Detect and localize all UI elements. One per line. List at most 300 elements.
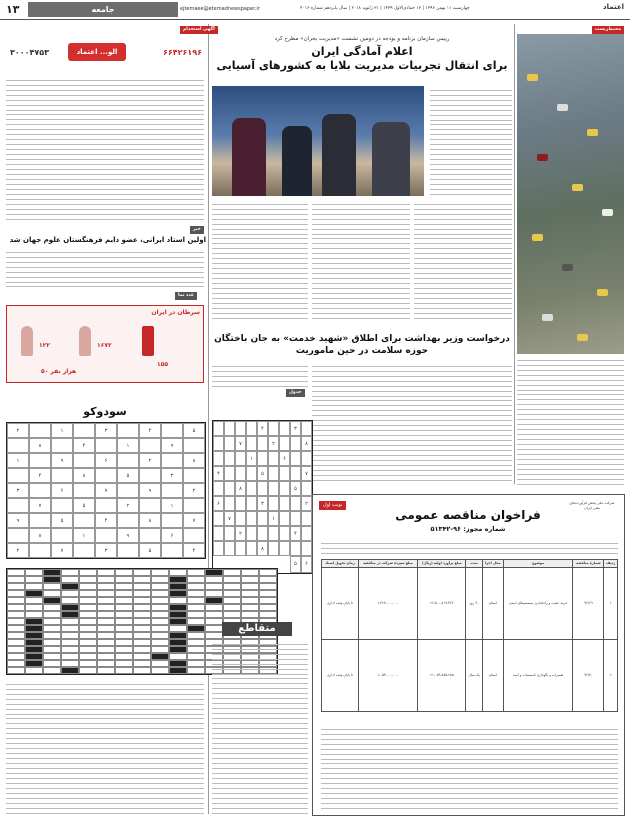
- sudoku-cell: [224, 541, 235, 556]
- table-header-cell: محل اجرا: [482, 560, 503, 568]
- crossword-cell: [7, 646, 25, 653]
- crossword-cell: [241, 583, 259, 590]
- sudoku-cell: ۲: [301, 496, 312, 511]
- sudoku-cell: ۴: [183, 543, 205, 558]
- crossword-cell: [205, 632, 223, 639]
- person-figure: [232, 118, 266, 196]
- sudoku-cell: ۸: [183, 453, 205, 468]
- crossword-cell: [241, 604, 259, 611]
- crossword-cell: [7, 618, 25, 625]
- crossword-cell: [25, 611, 43, 618]
- sudoku-cell: [7, 438, 29, 453]
- table-cell: ۹۶/۷۰: [573, 639, 604, 711]
- sudoku-cell: ۲: [235, 526, 246, 541]
- sudoku-cell: [139, 468, 161, 483]
- crossword-cell: [25, 653, 43, 660]
- sudoku-cell: ۵: [183, 423, 205, 438]
- crossword-cell: [25, 660, 43, 667]
- car: [542, 314, 553, 321]
- sudoku-cell: [246, 466, 257, 481]
- crossword-cell: [61, 604, 79, 611]
- sudoku-cell: [279, 541, 290, 556]
- crossword-cell: [151, 583, 169, 590]
- crossword-cell: [151, 639, 169, 646]
- crossword-cell: [115, 597, 133, 604]
- sudoku-cell: [73, 513, 95, 528]
- sudoku-cell: ۴: [290, 526, 301, 541]
- sudoku-cell: [117, 453, 139, 468]
- crossword-cell: [187, 576, 205, 583]
- newspaper-logo: اعتماد: [603, 3, 624, 11]
- crossword-cell: [61, 569, 79, 576]
- sudoku-cell: ۲: [139, 453, 161, 468]
- sudoku-cell: [301, 421, 312, 436]
- sudoku-cell: [257, 526, 268, 541]
- sudoku-cell: [279, 436, 290, 451]
- sudoku-cell: [290, 541, 301, 556]
- taxi-car: [572, 184, 583, 191]
- crossword-cell: [187, 611, 205, 618]
- sudoku-cell: ۷: [51, 543, 73, 558]
- crossword-cell: [115, 604, 133, 611]
- crossword-cell: [223, 590, 241, 597]
- crossword-cell: [133, 639, 151, 646]
- crossword-cell: [7, 625, 25, 632]
- sudoku-cell: ۵: [290, 556, 301, 573]
- crossword-cell: [97, 632, 115, 639]
- crossword-cell: [79, 611, 97, 618]
- crossword-cell: [151, 597, 169, 604]
- crossword-cell: [43, 611, 61, 618]
- crossword-cell: [151, 569, 169, 576]
- crossword-cell: [205, 625, 223, 632]
- sudoku-cell: [213, 421, 224, 436]
- crossword-cell: [151, 576, 169, 583]
- sudoku-grid-secondary: [212, 420, 313, 574]
- crossword-cell: [205, 618, 223, 625]
- sudoku-cell: [235, 451, 246, 466]
- sudoku-cell: ۷: [301, 466, 312, 481]
- crossword-cell: [169, 576, 187, 583]
- science-story-text: [6, 248, 204, 288]
- crossword-cell: [79, 660, 97, 667]
- crossword-cell: [43, 646, 61, 653]
- tender-intro-text: [321, 539, 618, 557]
- table-cell: تعمیرات و نگهداری تاسیسات و ابنیه: [503, 639, 573, 711]
- crossword-cell: [61, 646, 79, 653]
- crossword-cell: [115, 583, 133, 590]
- crossword-cell: [61, 583, 79, 590]
- sudoku-cell: [224, 421, 235, 436]
- sudoku-cell: [246, 496, 257, 511]
- sudoku-cell: [257, 511, 268, 526]
- column-divider: [514, 24, 515, 484]
- meeting-photo: [212, 86, 424, 196]
- crossword-cell: [7, 583, 25, 590]
- taxi-car: [597, 289, 608, 296]
- crossword-cell: [223, 611, 241, 618]
- crossword-cell: [97, 597, 115, 604]
- crossword-cell: [115, 639, 133, 646]
- crossword-cell: [169, 639, 187, 646]
- sudoku-cell: ۱: [7, 453, 29, 468]
- crossword-cell: [43, 667, 61, 674]
- section-title: جامعه: [28, 2, 178, 17]
- sudoku-cell: [139, 498, 161, 513]
- sudoku-cell: [29, 453, 51, 468]
- crossword-cell: [259, 583, 277, 590]
- crossword-cell: [259, 597, 277, 604]
- crossword-cell: [151, 660, 169, 667]
- crossword-cell: [43, 653, 61, 660]
- crossword-cell: [115, 653, 133, 660]
- tender-number: شماره مجوز: ۹۶-۵۱۳۴۲: [430, 525, 506, 533]
- crossword-cell: [169, 611, 187, 618]
- crossword-cell: [97, 646, 115, 653]
- sudoku-cell: [290, 511, 301, 526]
- sudoku-cell: [268, 526, 279, 541]
- table-cell: تا پایان وقت اداری: [322, 567, 359, 639]
- crossword-cell: [115, 611, 133, 618]
- crossword-cell: [187, 632, 205, 639]
- sudoku-cell: ۴: [73, 438, 95, 453]
- crossword-cell: [133, 590, 151, 597]
- crossword-cell: [25, 569, 43, 576]
- table-header-cell: شماره مناقصه: [573, 560, 604, 568]
- sudoku-cell: [29, 513, 51, 528]
- crossword-cell: [187, 618, 205, 625]
- table-cell: استان: [482, 567, 503, 639]
- crossword-cell: [97, 639, 115, 646]
- section-label-number: عدد نما: [175, 292, 197, 300]
- main-story-kicker: رییس سازمان برنامه و بودجه در دومین نشست «مدیریت بحران» مطرح کرد: [274, 36, 450, 42]
- section-email: ejtemaee@etemadnewspaper.ir: [180, 6, 260, 12]
- cancer-infographic: [6, 305, 204, 383]
- sudoku-cell: [183, 438, 205, 453]
- crossword-cell: [79, 618, 97, 625]
- table-body: [322, 567, 618, 711]
- table-cell: ۹۰ روز: [466, 567, 482, 639]
- crossword-cell: [115, 618, 133, 625]
- crossword-cell: [43, 625, 61, 632]
- sudoku-cell: [257, 451, 268, 466]
- crossword-cell: [79, 646, 97, 653]
- sudoku-cell: [183, 498, 205, 513]
- crossword-cell: [115, 667, 133, 674]
- sudoku-cell: [224, 526, 235, 541]
- sudoku-cell: [73, 483, 95, 498]
- sudoku-cell: ۲: [183, 483, 205, 498]
- headline-line: اعلام آمادگی ایران: [311, 45, 413, 58]
- crossword-cell: [151, 632, 169, 639]
- sudoku-cell: [7, 498, 29, 513]
- sudoku-cell: [268, 481, 279, 496]
- crossword-cell: [151, 625, 169, 632]
- crossword-cell: [7, 611, 25, 618]
- crossword-cell: [7, 667, 25, 674]
- crossword-cell: [61, 597, 79, 604]
- sudoku-cell: [279, 526, 290, 541]
- sudoku-cell: ۳: [7, 483, 29, 498]
- crossword-cell: [133, 569, 151, 576]
- crossword-title: متقاطع: [222, 622, 292, 636]
- crossword-cell: [241, 611, 259, 618]
- crossword-cell: [79, 576, 97, 583]
- sudoku-cell: ۷: [183, 513, 205, 528]
- sudoku-cell: ۵: [73, 498, 95, 513]
- sudoku-cell: [7, 528, 29, 543]
- sudoku-cell: [290, 436, 301, 451]
- crossword-cell: [97, 604, 115, 611]
- crossword-cell: [7, 576, 25, 583]
- crossword-cell: [61, 653, 79, 660]
- sudoku-cell: ۱: [161, 498, 183, 513]
- crossword-cell: [61, 576, 79, 583]
- health-story-text: [212, 362, 308, 387]
- crossword-cell: [97, 611, 115, 618]
- crossword-cell: [43, 604, 61, 611]
- sudoku-cell: [301, 511, 312, 526]
- crossword-cell: [205, 597, 223, 604]
- sudoku-cell: [235, 511, 246, 526]
- crossword-cell: [133, 646, 151, 653]
- sudoku-cell: [51, 498, 73, 513]
- crossword-cell: [205, 583, 223, 590]
- sudoku-cell: ۶: [213, 496, 224, 511]
- sudoku-cell: ۳: [95, 423, 117, 438]
- crossword-cell: [133, 604, 151, 611]
- crossword-cell: [79, 667, 97, 674]
- sudoku-cell: ۸: [73, 468, 95, 483]
- sudoku-grid: [6, 422, 206, 559]
- sudoku-cell: [213, 526, 224, 541]
- page-header: [0, 0, 630, 20]
- sudoku-cell: [161, 483, 183, 498]
- crossword-cell: [259, 611, 277, 618]
- infographic-stat: ۵۰ هزار نفر: [41, 368, 77, 375]
- crossword-cell: [187, 660, 205, 667]
- crossword-cell: [259, 576, 277, 583]
- crossword-cell: [25, 590, 43, 597]
- crossword-cell: [169, 660, 187, 667]
- crossword-cell: [187, 569, 205, 576]
- sudoku-cell: [301, 481, 312, 496]
- crossword-cell: [187, 604, 205, 611]
- sudoku-cell: [224, 481, 235, 496]
- infographic-stat: ۱۲۲: [39, 342, 50, 349]
- sudoku-cell: [290, 496, 301, 511]
- sudoku-cell: [290, 451, 301, 466]
- sudoku-cell: [235, 466, 246, 481]
- sudoku-cell: [161, 513, 183, 528]
- sudoku-cell: [95, 498, 117, 513]
- crossword-cell: [25, 597, 43, 604]
- crossword-cell: [79, 639, 97, 646]
- sudoku-cell: [29, 483, 51, 498]
- main-story-text-block: [312, 200, 410, 320]
- crossword-cell: [7, 597, 25, 604]
- sudoku-cell: [268, 466, 279, 481]
- table-cell: ۱،۰۵۳،۰۰۰،۰۰۰: [358, 639, 417, 711]
- crossword-cell: [97, 625, 115, 632]
- crossword-cell: [43, 576, 61, 583]
- headline-line: حوزه سلامت در حین ماموریت: [295, 346, 429, 357]
- sudoku-cell: ۱: [73, 528, 95, 543]
- crossword-cell: [115, 632, 133, 639]
- crossword-cell: [43, 569, 61, 576]
- sudoku-cell: ۸: [235, 481, 246, 496]
- table-row: [322, 639, 618, 711]
- sudoku-cell: [279, 511, 290, 526]
- crossword-cell: [61, 639, 79, 646]
- crossword-cell: [43, 632, 61, 639]
- sudoku-cell: ۵: [290, 481, 301, 496]
- crossword-cell: [187, 590, 205, 597]
- sudoku-cell: ۸: [29, 438, 51, 453]
- sudoku-cell: [29, 543, 51, 558]
- table-header-cell: مبلغ سپرده شرکت در مناقصه: [358, 560, 417, 568]
- crossword-cell: [97, 667, 115, 674]
- crossword-cell: [169, 590, 187, 597]
- crossword-cell: [25, 667, 43, 674]
- sudoku-cell: ۳: [257, 496, 268, 511]
- crossword-cell: [61, 660, 79, 667]
- crossword-cell: [115, 590, 133, 597]
- car: [557, 104, 568, 111]
- person-figure: [372, 122, 410, 196]
- sudoku-cell: ۴: [213, 466, 224, 481]
- headline-line: برای انتقال تجربیات مدیریت بلایا به کشورهای آسیایی: [216, 59, 508, 73]
- crossword-cell: [241, 576, 259, 583]
- sudoku-cell: ۵: [139, 543, 161, 558]
- sudoku-cell: ۸: [257, 541, 268, 556]
- sudoku-cell: [161, 423, 183, 438]
- crossword-cell: [97, 660, 115, 667]
- sudoku-cell: [246, 436, 257, 451]
- crossword-cell: [241, 569, 259, 576]
- crossword-cell: [205, 611, 223, 618]
- column-divider: [208, 24, 209, 814]
- car: [602, 209, 613, 216]
- infographic-title: سرطان در ایران: [151, 309, 200, 316]
- sudoku-cell: [51, 468, 73, 483]
- sudoku-cell: ۹: [139, 483, 161, 498]
- crossword-cell: [151, 590, 169, 597]
- crossword-cell: [61, 632, 79, 639]
- crossword-cell: [223, 569, 241, 576]
- health-story-headline: [212, 333, 512, 357]
- sudoku-cell: [246, 526, 257, 541]
- sudoku-cell: [139, 438, 161, 453]
- crossword-cell: [133, 632, 151, 639]
- crossword-cell: [7, 639, 25, 646]
- table-header-cell: زمان تحویل اسناد: [322, 560, 359, 568]
- crossword-cell: [97, 653, 115, 660]
- health-story-text: [312, 362, 512, 482]
- sudoku-cell: ۵: [51, 513, 73, 528]
- sudoku-cell: [213, 451, 224, 466]
- table-header-cell: ردیف: [604, 560, 618, 568]
- section-label-environment: محیط‌زیست: [592, 26, 624, 34]
- taxi-car: [527, 74, 538, 81]
- infographic-stat: ۱۶۷۲: [97, 342, 112, 349]
- crossword-cell: [79, 569, 97, 576]
- crossword-cell: [187, 667, 205, 674]
- crossword-cell: [61, 611, 79, 618]
- sudoku-cell: [213, 541, 224, 556]
- crossword-cell: [259, 604, 277, 611]
- person-figure: [282, 126, 312, 196]
- crossword-clues: [6, 680, 204, 815]
- sudoku-cell: ۶: [95, 453, 117, 468]
- reader-messages-text: [6, 76, 204, 221]
- page-number: ۱۳: [6, 3, 20, 16]
- crossword-cell: [205, 569, 223, 576]
- sudoku-cell: ۸: [139, 513, 161, 528]
- sudoku-cell: [235, 541, 246, 556]
- table-cell: ۲: [604, 639, 618, 711]
- crossword-cell: [115, 625, 133, 632]
- crossword-cell: [7, 590, 25, 597]
- crossword-cell: [151, 611, 169, 618]
- crossword-cell: [151, 618, 169, 625]
- crossword-cell: [169, 667, 187, 674]
- main-story-text-block: [430, 86, 512, 196]
- table-cell: ۱،۳۲۷،۰۰۰،۰۰۰: [358, 567, 417, 639]
- crossword-cell: [169, 618, 187, 625]
- table-header-cell: مبلغ برآورد اولیه (ریال): [418, 560, 466, 568]
- sudoku-cell: ۹: [117, 528, 139, 543]
- person-icon: [21, 326, 33, 356]
- crossword-cell: [187, 653, 205, 660]
- crossword-cell: [43, 597, 61, 604]
- section-label-puzzle: جدول: [286, 389, 305, 397]
- crossword-cell: [169, 653, 187, 660]
- crossword-cell: [151, 667, 169, 674]
- sudoku-cell: [246, 421, 257, 436]
- table-row: [322, 567, 618, 639]
- sudoku-cell: [117, 483, 139, 498]
- science-story-headline: اولین استاد ایرانی، عضو دایم فرهنگستان علوم جهان شد: [9, 236, 206, 244]
- phone-number: ۶۶۴۲۶۱۹۶: [162, 48, 202, 57]
- crossword-cell: [205, 604, 223, 611]
- crossword-cell: [133, 583, 151, 590]
- sudoku-cell: ۴: [257, 421, 268, 436]
- sudoku-cell: [51, 528, 73, 543]
- crossword-cell: [97, 583, 115, 590]
- car: [562, 264, 573, 271]
- crossword-cell: [7, 604, 25, 611]
- crossword-cell: [25, 576, 43, 583]
- sudoku-cell: [117, 543, 139, 558]
- sudoku-cell: ۱: [117, 438, 139, 453]
- crossword-cell: [79, 590, 97, 597]
- sudoku-cell: ۹: [51, 453, 73, 468]
- sudoku-cell: [279, 481, 290, 496]
- sudoku-cell: ۱: [246, 451, 257, 466]
- sudoku-cell: ۶: [51, 483, 73, 498]
- crossword-cell: [25, 639, 43, 646]
- sudoku-cell: [224, 496, 235, 511]
- crossword-cell: [223, 583, 241, 590]
- taxi-car: [532, 234, 543, 241]
- main-story-text-block: [212, 200, 308, 320]
- crossword-cell: [79, 653, 97, 660]
- crossword-cell: [223, 604, 241, 611]
- crossword-cell: [205, 576, 223, 583]
- section-label-ad: آگهی استخدام: [180, 26, 218, 34]
- crossword-cell: [7, 569, 25, 576]
